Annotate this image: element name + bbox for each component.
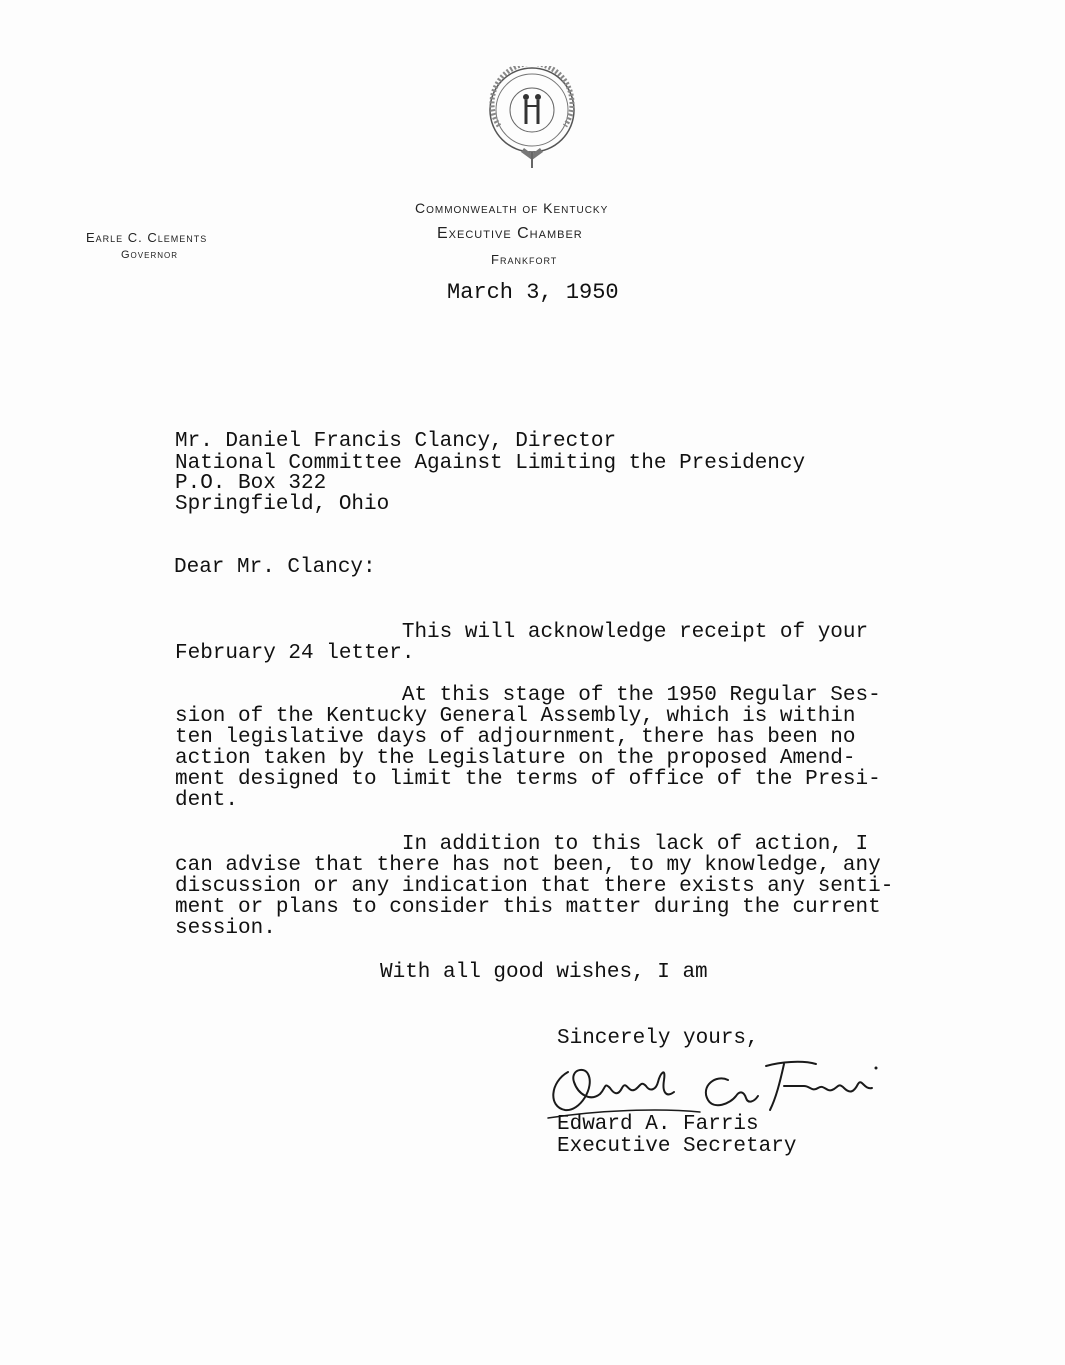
letterhead-state: Commonwealth of Kentucky [415, 200, 609, 216]
body-paragraph: This will acknowledge receipt of your February 24 letter. [175, 621, 869, 665]
closing-line: With all good wishes, I am [380, 961, 708, 984]
letterhead-office: Executive Chamber [437, 225, 583, 242]
recipient-line: National Committee Against Limiting the Presidency [175, 452, 806, 475]
signer-title: Executive Secretary [557, 1135, 797, 1158]
governor-name: Earle C. Clements [86, 230, 208, 245]
recipient-line: Springfield, Ohio [175, 493, 390, 516]
recipient-line: P.O. Box 322 [175, 472, 327, 495]
complimentary-close: Sincerely yours, [557, 1027, 759, 1050]
letterhead-city: Frankfort [491, 252, 558, 267]
kentucky-seal-icon [485, 66, 579, 170]
salutation: Dear Mr. Clancy: [174, 556, 376, 579]
signer-name: Edward A. Farris [557, 1113, 759, 1136]
recipient-line: Mr. Daniel Francis Clancy, Director [175, 430, 617, 453]
letter-date: March 3, 1950 [447, 280, 619, 305]
governor-title: Governor [121, 249, 179, 261]
body-paragraph: In addition to this lack of action, I can advise that there has not been, to my knowledge, any discussion or any indication that there exists any senti- ment or plans to consider this matter during the current session. [175, 833, 894, 940]
body-paragraph: At this stage of the 1950 Regular Ses- sion of the Kentucky General Assembly, which is within ten legislative days of adjournment, there has been no action taken by the Legislature on the proposed Amend- ment designed to limit the terms of office of the Presi- dent. [175, 684, 881, 812]
